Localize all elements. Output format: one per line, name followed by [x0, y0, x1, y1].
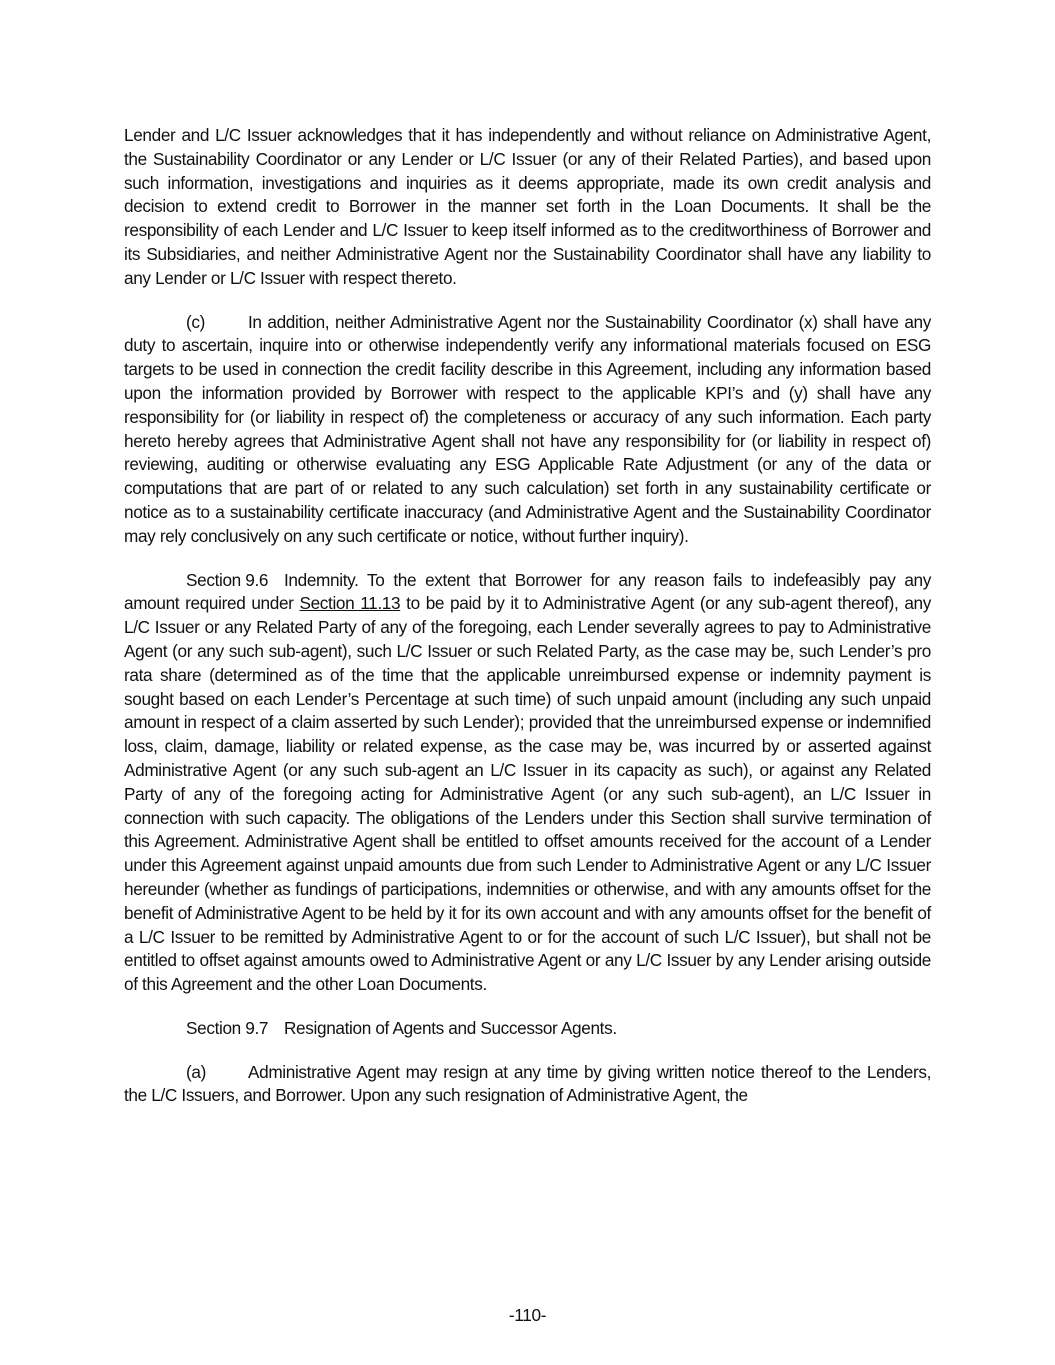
section-heading: Resignation of Agents and Successor Agents.	[284, 1017, 617, 1038]
section-9-6-indemnity	[124, 569, 931, 997]
section-number: Section 9.6	[186, 569, 269, 590]
document-page	[124, 124, 931, 1128]
section-number: Section 9.7	[186, 1017, 269, 1038]
clause-label: (c)	[186, 311, 205, 332]
section-9-7-heading	[124, 1017, 931, 1041]
page-number: -110-	[508, 1305, 547, 1325]
paragraph-a-resignation	[124, 1061, 931, 1109]
section-cross-reference: Section 11.13	[299, 593, 401, 614]
paragraph-text-after-ref: to be paid by it to Administrative Agent (or any sub-agent thereof), any L/C Issuer or any Related Party of any of the foregoing, each Lender severally agrees to pay to Administrative Agent (or any such sub-agent), such L/C Issuer or such Related Party, as the case may be, such Lender’s pro rata share (determined as of the time that the applicable unreimbursed expense or indemnity payment is sought based on each Lender’s Percentage at such time) of such unpaid amount (including any such unpaid amount in respect of a claim asserted by such Lender); provided that the unreimbursed expense or indemnified loss, claim, damage, liability or related expense, as the case may be, was incurred by or asserted against Administrative Agent (or any such sub-agent an L/C Issuer in its capacity as such), or against any Related Party of any of the foregoing acting for Administrative Agent (or any such sub-agent), an L/C Issuer in connection with such capacity. The obligations of the Lenders under this Section shall survive termination of this Agreement. Administrative Agent shall be entitled to offset amounts received for the account of a Lender under this Agreement against unpaid amounts due from such Lender to Administrative Agent or any L/C Issuer hereunder (whether as fundings of participations, indemnities or otherwise, and with any amounts offset for the benefit of Administrative Agent to be held by it for its own account and with any amounts offset for the benefit of a L/C Issuer to be remitted by Administrative Agent to or for the account of such L/C Issuer), but shall not be entitled to offset against amounts owed to Administrative Agent or any L/C Issuer by any Lender arising outside of this Agreement and the other Loan Documents.	[124, 593, 931, 995]
section-heading: Indemnity.	[284, 569, 359, 590]
paragraph-text: In addition, neither Administrative Agent nor the Sustainability Coordinator (x) shall have any duty to ascertain, inquire into or otherwise independently verify any informational materials focused on ESG targets to be used in connection the credit facility describe in this Agreement, including any information based upon the information provided by Borrower with respect to the applicable KPI’s and (y) shall have any responsibility for (or liability in respect of) the completeness or accuracy of any such information. Each party hereto hereby agrees that Administrative Agent shall not have any responsibility for (or liability in respect of) reviewing, auditing or otherwise evaluating any ESG Applicable Rate Adjustment (or any of the data or computations that are part of or related to any such calculation) set forth in any sustainability certificate or notice as to a sustainability certificate inaccuracy (and Administrative Agent and the Sustainability Coordinator may rely conclusively on any such certificate or notice, without further inquiry).	[124, 311, 931, 546]
clause-label: (a)	[186, 1061, 206, 1082]
paragraph-text: Lender and L/C Issuer acknowledges that it has independently and without reliance on Administrative Agent, the Sustainability Coordinator or any Lender or L/C Issuer (or any of their Related Parties), and based upon such information, investigations and inquiries as it deems appropriate, made its own credit analysis and decision to extend credit to Borrower in the manner set forth in the Loan Documents. It shall be the responsibility of each Lender and L/C Issuer to keep itself informed as to the creditworthiness of Borrower and its Subsidiaries, and neither Administrative Agent nor the Sustainability Coordinator shall have any liability to any Lender or L/C Issuer with respect thereto.	[124, 125, 931, 288]
paragraph-text: Administrative Agent may resign at any time by giving written notice thereof to the Lenders, the L/C Issuers, and Borrower. Upon any such resignation of Administrative Agent, the	[124, 1061, 931, 1106]
paragraph-credit-decision	[124, 124, 931, 291]
paragraph-text-before-ref: To the extent that Borrower for any reason fails to indefeasibly pay any amount required under	[124, 569, 931, 614]
paragraph-c-sustainability	[124, 311, 931, 549]
